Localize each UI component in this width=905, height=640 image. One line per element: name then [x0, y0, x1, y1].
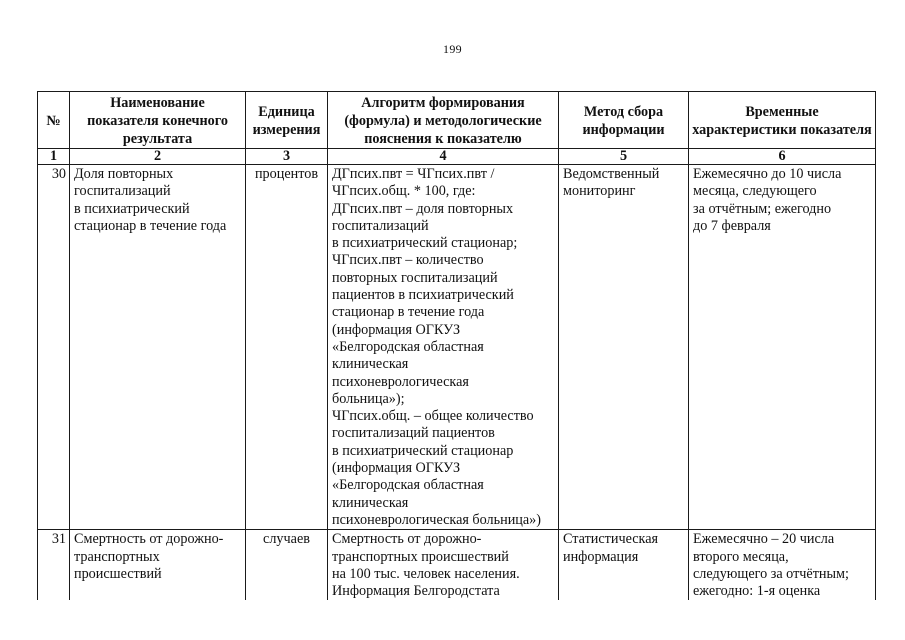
column-number: 2: [70, 149, 246, 165]
header-no: №: [38, 92, 70, 149]
algorithm-cell: ДГпсих.пвт = ЧГпсих.пвт / ЧГпсих.общ. * 100, где: ДГпсих.пвт – доля повторных госпитализаций в психиатрический стационар; ЧГпсих.пвт – количество повторных госпитализаций пациентов в психиатрический стационар в течение года (информация ОГКУЗ «Белгородская областная клиническая психоневрологическая больница»); ЧГпсих.общ. – общее количество госпитализаций пациентов в психиатрический стационар (информация ОГКУЗ «Белгородская областная клиническая психоневрологическая больница»): [328, 165, 559, 530]
row-number: 30: [38, 165, 70, 530]
unit-cell: случаев: [246, 530, 328, 601]
header-unit: Единица измерения: [246, 92, 328, 149]
header-timing: Временные характеристики показателя: [689, 92, 876, 149]
timing-cell: Ежемесячно – 20 числа второго месяца, следующего за отчётным; ежегодно: 1-я оценка: [689, 530, 876, 601]
table-row: [38, 165, 876, 530]
indicator-name: Доля повторных госпитализаций в психиатрический стационар в течение года: [70, 165, 246, 530]
column-number: 3: [246, 149, 328, 165]
indicators-table: [37, 91, 876, 600]
header-algorithm: Алгоритм формирования (формула) и методологические пояснения к показателю: [328, 92, 559, 149]
row-number: 31: [38, 530, 70, 601]
column-number: 4: [328, 149, 559, 165]
method-cell: Ведомственный мониторинг: [559, 165, 689, 530]
column-numbers-row: [38, 149, 876, 165]
table-header-row: [38, 92, 876, 149]
unit-cell: процентов: [246, 165, 328, 530]
page-number: 199: [443, 42, 462, 56]
timing-cell: Ежемесячно до 10 числа месяца, следующего за отчётным; ежегодно до 7 февраля: [689, 165, 876, 530]
column-number: 5: [559, 149, 689, 165]
algorithm-cell: Смертность от дорожно- транспортных происшествий на 100 тыс. человек населения. Информация Белгородстата: [328, 530, 559, 601]
table-row: [38, 530, 876, 601]
column-number: 6: [689, 149, 876, 165]
column-number: 1: [38, 149, 70, 165]
header-name: Наименование показателя конечного результата: [70, 92, 246, 149]
method-cell: Статистическая информация: [559, 530, 689, 601]
indicator-name: Смертность от дорожно- транспортных происшествий: [70, 530, 246, 601]
header-method: Метод сбора информации: [559, 92, 689, 149]
